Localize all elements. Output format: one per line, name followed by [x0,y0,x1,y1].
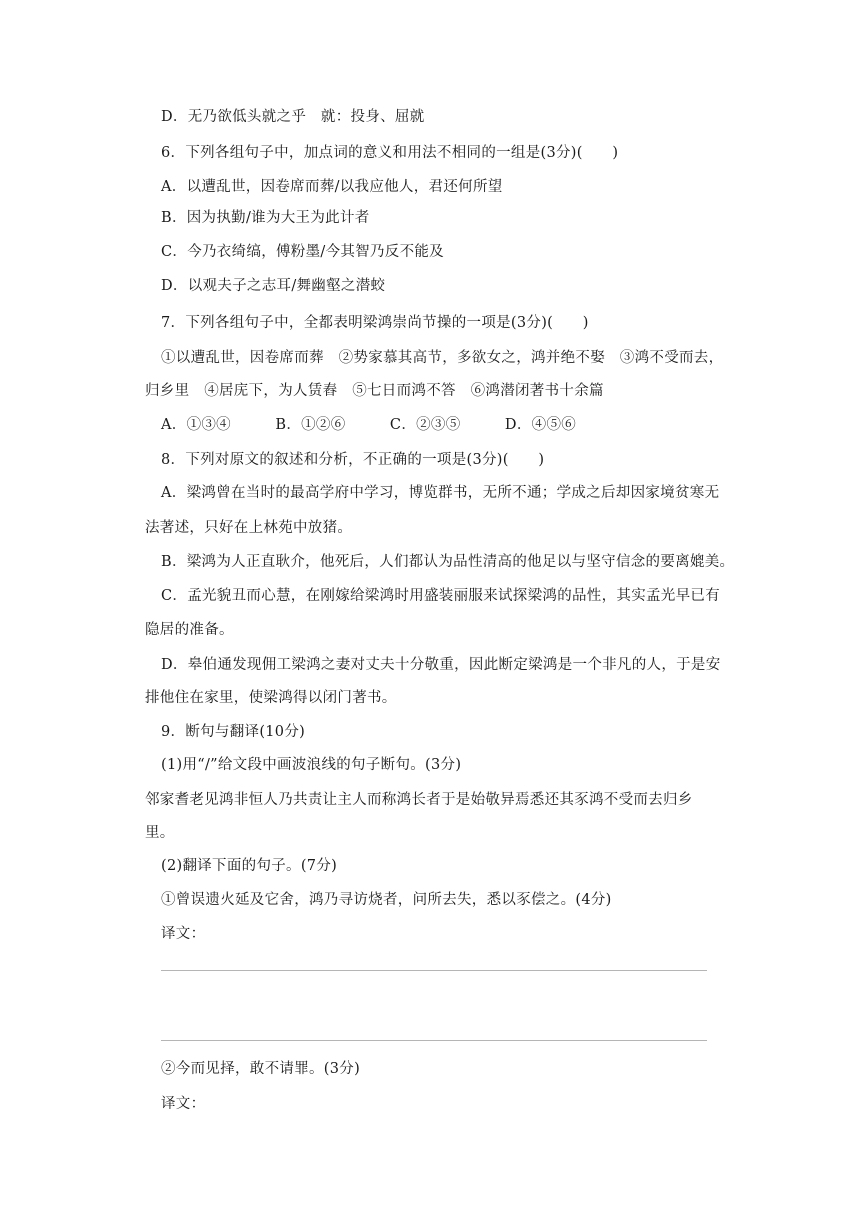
q9-part1-stem: (1)用“/”给文段中画波浪线的句子断句。(3分) [161,757,462,773]
q9-sentence-1: ①曾误遗火延及它舍，鸿乃寻访烧者，问所去失，悉以豕偿之。(4分) [161,892,612,908]
q8-option-d-line1: D．皋伯通发现佣工梁鸿之妻对丈夫十分敬重，因此断定梁鸿是一个非凡的人，于是安 [161,657,721,673]
q7-items-line1: ①以遭乱世，因卷席而葬 ②势家慕其高节，多欲女之，鸿并绝不娶 ③鸿不受而去， [161,350,724,366]
q8-option-c-line2: 隐居的准备。 [145,622,234,638]
q6-option-d: D．以观夫子之志耳/舞幽壑之潜蛟 [161,278,386,294]
q5-option-d: D．无乃欲低头就之乎 就：投身、屈就 [161,109,425,125]
q8-option-d-line2: 排他住在家里，使梁鸿得以闭门著书。 [145,690,397,706]
q8-option-b: B．梁鸿为人正直耿介，他死后，人们都认为品性清高的他足以与坚守信念的要离媲美。 [161,554,735,570]
answer-line-1 [161,970,707,971]
q9-stem: 9．断句与翻译(10分) [161,724,306,740]
q9-sentence-2: ②今而见择，敢不请罪。(3分) [161,1061,361,1077]
q7-options: A．①③④ B．①②⑥ C．②③⑤ D．④⑤⑥ [161,417,577,433]
q7-stem: 7．下列各组句子中，全都表明梁鸿崇尚节操的一项是(3分)( ) [161,315,589,331]
q6-option-a: A．以遭乱世，因卷席而葬/以我应他人，君还何所望 [161,179,503,195]
q7-items-line2: 归乡里 ④居庑下，为人赁舂 ⑤七日而鸿不答 ⑥鸿潜闭著书十余篇 [145,383,604,399]
q6-option-c: C．今乃衣绮缟，傅粉墨/今其智乃反不能及 [161,244,444,260]
q9-part2-stem: (2)翻译下面的句子。(7分) [161,858,338,874]
translation-label-1: 译文： [161,926,206,942]
q8-option-c-line1: C．孟光貌丑而心慧，在刚嫁给梁鸿时用盛装丽服来试探梁鸿的品性，其实孟光早已有 [161,588,720,604]
translation-label-2: 译文： [161,1096,206,1112]
q8-option-a-line1: A．梁鸿曾在当时的最高学府中学习，博览群书，无所不通；学成之后却因家境贫寒无 [161,485,720,501]
q8-option-a-line2: 法著述，只好在上林苑中放猪。 [145,520,353,536]
q9-part1-text-line1: 邻家耆老见鸿非恒人乃共责让主人而称鸿长者于是始敬异焉悉还其豕鸿不受而去归乡 [145,792,693,808]
q6-stem: 6．下列各组句子中，加点词的意义和用法不相同的一组是(3分)( ) [161,145,619,161]
q9-part1-text-line2: 里。 [145,825,175,841]
answer-line-2 [161,1040,707,1041]
q8-stem: 8．下列对原文的叙述和分析，不正确的一项是(3分)( ) [161,452,545,468]
q6-option-b: B．因为执勤/谁为大王为此计者 [161,210,370,226]
